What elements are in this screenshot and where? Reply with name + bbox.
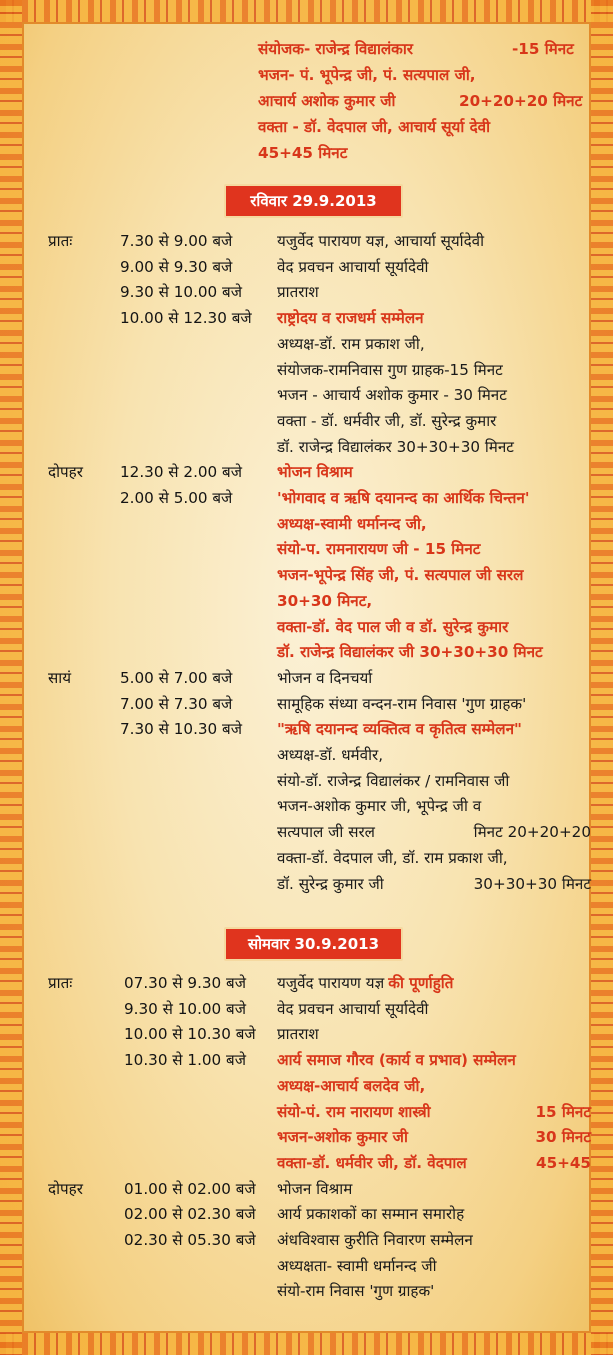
session-item-text: आर्य प्रकाशकों का सम्मान समारोह <box>277 1205 465 1224</box>
session-item-text: यजुर्वेद पारायण यज्ञ, आचार्या सूर्यादेवी <box>277 232 485 250</box>
day-heading-sunday: रविवार 29.9.2013 <box>224 184 403 218</box>
session-item <box>277 280 319 305</box>
intro-line: संयोजक- राजेन्द्र विद्यालंकार <box>258 40 413 58</box>
session-item <box>277 486 530 511</box>
session-time: 02.00 से 02.30 बजे <box>124 1205 256 1224</box>
session-item-text: प्रातराश <box>277 1025 319 1044</box>
session-item-text: संयो-प. रामनारायण जी - 15 मिनट <box>277 540 481 559</box>
intro-line: 45+45 मिनट <box>258 144 348 162</box>
session-label: प्रातः <box>48 974 73 992</box>
session-item <box>277 409 496 434</box>
intro-duration: 20+20+20 मिनट <box>459 92 583 110</box>
session-item-highlight: की पूर्णाहुति <box>388 974 454 992</box>
session-time: 2.00 से 5.00 बजे <box>120 489 233 507</box>
session-item <box>277 666 372 691</box>
session-duration: 45+45 <box>536 1153 591 1172</box>
session-item <box>277 537 480 562</box>
session-duration: 30 मिनट <box>535 1128 591 1147</box>
session-time: 01.00 से 02.00 बजे <box>124 1179 256 1198</box>
session-item-text: वक्ता-डॉ. धर्मवीर जी, डॉ. वेदपाल <box>277 1153 467 1172</box>
session-time: 07.30 से 9.30 बजे <box>124 974 246 992</box>
session-item-text: अध्यक्षता- स्वामी धर्मानन्द जी <box>277 1256 437 1275</box>
session-item <box>277 640 543 665</box>
session-item-text: भजन-भूपेन्द्र सिंह जी, पं. सत्यपाल जी सरल <box>277 566 524 585</box>
session-item <box>277 1254 437 1279</box>
session-time: 7.30 से 9.00 बजे <box>120 232 233 250</box>
session-time: 9.30 से 10.00 बजे <box>120 283 242 302</box>
session-item-text: संयो-पं. राम नारायण शास्त्री <box>277 1102 431 1121</box>
session-time: 10.00 से 10.30 बजे <box>124 1025 256 1044</box>
session-item-text: डॉ. सुरेन्द्र कुमार जी <box>277 874 384 893</box>
session-item <box>277 306 424 331</box>
session-item-text: सत्यपाल जी सरल <box>277 823 375 842</box>
session-item-text: भजन-अशोक कुमार जी, भूपेन्द्र जी व <box>277 797 482 816</box>
session-time: 12.30 से 2.00 बजे <box>120 463 242 482</box>
session-item <box>277 997 428 1022</box>
session-item-text: डॉ. राजेन्द्र विद्यालंकर जी 30+30+30 मिनट <box>277 643 543 662</box>
session-item <box>277 1202 464 1227</box>
session-label: दोपहर <box>48 463 83 482</box>
session-item <box>277 971 453 996</box>
session-item <box>277 1228 473 1253</box>
session-label: प्रातः <box>48 232 73 250</box>
session-item <box>277 358 503 383</box>
session-item <box>277 794 481 819</box>
session-item-text: वेद प्रवचन आचार्या सूर्यादेवी <box>277 999 429 1018</box>
session-item <box>277 1048 516 1073</box>
session-time: 9.00 से 9.30 बजे <box>120 257 233 276</box>
session-time: 5.00 से 7.00 बजे <box>120 668 233 687</box>
session-item <box>277 435 514 460</box>
session-item <box>277 1100 431 1125</box>
session-time: 02.30 से 05.30 बजे <box>124 1231 256 1249</box>
session-item-text: सामूहिक संध्या वन्दन-राम निवास 'गुण ग्राहक' <box>277 694 527 713</box>
day-heading-monday: सोमवार 30.9.2013 <box>224 927 403 961</box>
intro-line: आचार्य अशोक कुमार जी <box>258 92 396 110</box>
session-item-text: "ऋषि दयानन्द व्यक्तित्व व कृतित्व सम्मेलन" <box>277 720 522 739</box>
session-item <box>277 1074 425 1099</box>
session-item-text: अध्यक्ष-डॉ. राम प्रकाश जी, <box>277 334 425 353</box>
session-item <box>277 563 523 588</box>
session-item <box>277 1125 408 1150</box>
session-item <box>277 692 526 717</box>
session-item-text: भोजन विश्राम <box>277 463 353 482</box>
session-item-text: भजन - आचार्य अशोक कुमार - 30 मिनट <box>277 386 507 405</box>
session-item <box>277 229 484 254</box>
session-item-text: आर्य समाज गौरव (कार्य व प्रभाव) सम्मेलन <box>277 1051 516 1070</box>
session-item-text: अध्यक्ष-डॉ. धर्मवीर, <box>277 746 384 764</box>
session-item <box>277 615 508 640</box>
session-item-text: वेद प्रवचन आचार्या सूर्यादेवी <box>277 257 429 276</box>
session-item-text: प्रातराश <box>277 283 319 302</box>
session-item <box>277 255 428 280</box>
session-item-text: संयो-डॉ. राजेन्द्र विद्यालंकर / रामनिवास जी <box>277 771 510 790</box>
session-item-text: अध्यक्ष-स्वामी धर्मानन्द जी, <box>277 514 427 533</box>
session-item-text: संयोजक-रामनिवास गुण ग्राहक-15 मिनट <box>277 360 503 379</box>
session-item-text: 'भोगवाद व ऋषि दयानन्द का आर्थिक चिन्तन' <box>277 489 530 507</box>
session-item <box>277 820 375 845</box>
session-time: 7.30 से 10.30 बजे <box>120 720 242 739</box>
session-item-text: डॉ. राजेन्द्र विद्यालंकर 30+30+30 मिनट <box>277 437 514 456</box>
session-item <box>277 717 522 742</box>
session-item <box>277 1177 352 1202</box>
session-item-text: 30+30 मिनट, <box>277 591 373 610</box>
session-time: 7.00 से 7.30 बजे <box>120 694 233 713</box>
session-item <box>277 1022 319 1047</box>
session-item <box>277 769 509 794</box>
session-item <box>277 743 383 768</box>
session-item-text: भोजन व दिनचर्या <box>277 668 373 687</box>
session-item-text: राष्ट्रोदय व राजधर्म सम्मेलन <box>277 309 424 328</box>
session-item-text: यजुर्वेद पारायण यज्ञ <box>277 974 385 992</box>
session-item-text: वक्ता-डॉ. वेदपाल जी, डॉ. राम प्रकाश जी, <box>277 848 508 867</box>
session-time: 10.30 से 1.00 बजे <box>124 1051 246 1070</box>
session-duration: मिनट 20+20+20 <box>473 823 591 842</box>
session-label: सायं <box>48 668 72 687</box>
session-item <box>277 512 427 537</box>
session-item-text: वक्ता-डॉ. वेद पाल जी व डॉ. सुरेन्द्र कुमार <box>277 617 509 636</box>
session-item <box>277 846 508 871</box>
session-time: 10.00 से 12.30 बजे <box>120 309 252 328</box>
session-time: 9.30 से 10.00 बजे <box>124 999 246 1018</box>
session-duration: 15 मिनट <box>535 1102 591 1121</box>
session-item-text: भजन-अशोक कुमार जी <box>277 1128 408 1147</box>
session-item <box>277 872 384 897</box>
intro-duration: -15 मिनट <box>512 40 574 58</box>
session-item <box>277 589 372 614</box>
session-item <box>277 1151 467 1176</box>
session-duration: 30+30+30 मिनट <box>473 874 591 893</box>
session-item-text: संयो-राम निवास 'गुण ग्राहक' <box>277 1282 435 1301</box>
session-item-text: अध्यक्ष-आचार्य बलदेव जी, <box>277 1076 426 1095</box>
session-item <box>277 460 353 485</box>
session-item-text: भोजन विश्राम <box>277 1179 353 1198</box>
intro-line: भजन- पं. भूपेन्द्र जी, पं. सत्यपाल जी, <box>258 66 476 84</box>
session-item <box>277 1279 434 1304</box>
session-item-text: अंधविश्वास कुरीति निवारण सम्मेलन <box>277 1231 473 1249</box>
session-item <box>277 383 507 408</box>
intro-line: वक्ता - डॉ. वेदपाल जी, आचार्य सूर्या देवी <box>258 118 491 136</box>
session-item-text: वक्ता - डॉ. धर्मवीर जी, डॉ. सुरेन्द्र कुमार <box>277 411 497 430</box>
session-item <box>277 332 425 357</box>
session-label: दोपहर <box>48 1179 83 1198</box>
